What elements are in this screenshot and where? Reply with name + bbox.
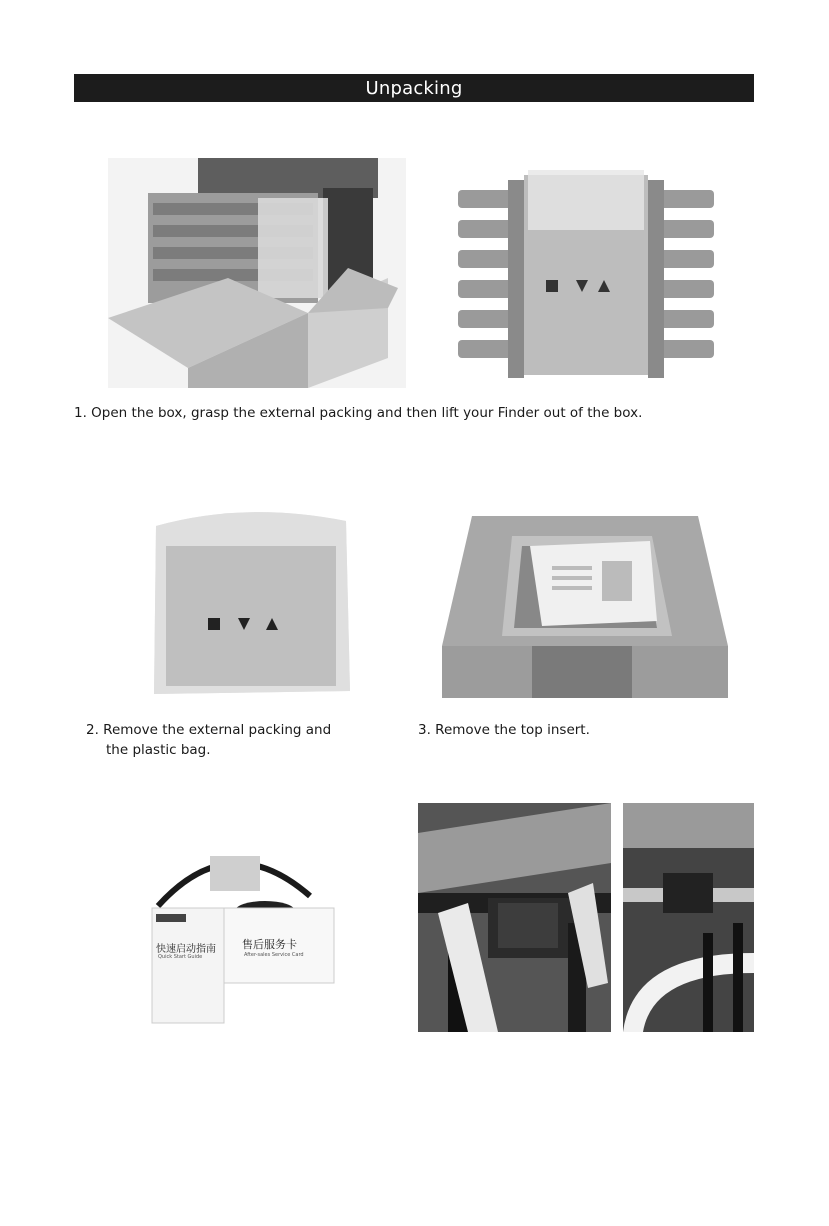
service-card-subtitle: After-sales Service Card — [244, 952, 304, 958]
step-2-caption-line2: the plastic bag. — [106, 742, 211, 758]
photo-cut-tie — [623, 803, 754, 1032]
photo-accessories — [140, 846, 340, 1024]
step-3-caption: 3. Remove the top insert. — [418, 722, 590, 738]
photo-lift-out-of-box-graphic — [108, 158, 406, 388]
photo-accessories-graphic — [140, 846, 340, 1024]
photo-plastic-bag-graphic — [146, 506, 352, 696]
photo-cut-tie-graphic — [623, 803, 754, 1032]
photo-top-insert — [442, 516, 728, 698]
quick-start-card-title: 快速启动指南 — [156, 944, 216, 955]
step-2-caption-line1: 2. Remove the external packing and — [86, 722, 332, 738]
photo-extruder-ties-graphic — [418, 803, 611, 1032]
photo-foam-packing — [458, 170, 714, 378]
photo-top-insert-graphic — [442, 516, 728, 698]
photo-extruder-ties — [418, 803, 611, 1032]
photo-lift-out-of-box — [108, 158, 406, 388]
section-header — [74, 74, 754, 102]
photo-plastic-bag — [146, 506, 352, 696]
photo-foam-packing-graphic — [458, 170, 714, 378]
section-title: Unpacking — [365, 77, 463, 99]
step-1-caption: 1. Open the box, grasp the external packing and then lift your Finder out of the box. — [74, 405, 643, 421]
service-card-title: 售后服务卡 — [242, 938, 297, 951]
quick-start-card-subtitle: Quick Start Guide — [158, 954, 203, 960]
